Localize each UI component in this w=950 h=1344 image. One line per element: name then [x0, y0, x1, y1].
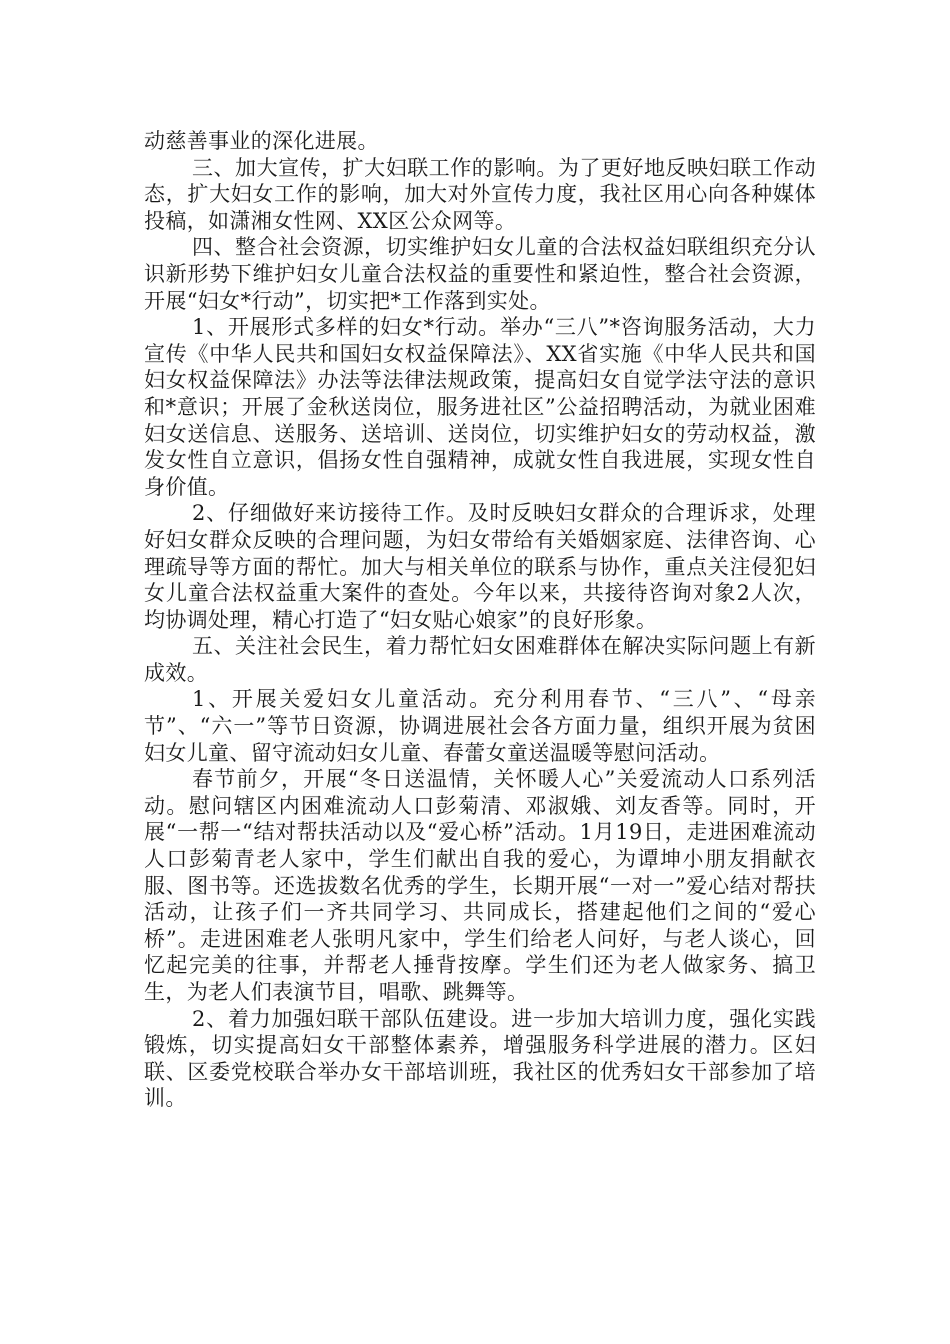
paragraph-section-5-item-1: 1、开展关爱妇女儿童活动。充分利用春节、“三八”、“母亲节”、“六一”等节日资源，协调进展社会各方面力量，组织开展为贫困妇女儿童、留守流动妇女儿童、春蕾女童送温暖等慰问活动。 — [144, 687, 816, 765]
document-body — [144, 128, 816, 1112]
paragraph-continuation: 动慈善事业的深化进展。 — [144, 129, 379, 153]
paragraph-spring-festival: 春节前夕，开展“冬日送温情，关怀暖人心”关爱流动人口系列活动。慰问辖区内困难流动人口彭菊清、邓淑娥、刘友香等。同时，开展“一帮一“结对帮扶活动以及“爱心桥”活动。1月19日，走进困难流动人口彭菊青老人家中，学生们献出自我的爱心，为谭坤小朋友捐献衣服、图书等。还选拔数名优秀的学生，长期开展“一对一”爱心结对帮扶活动，让孩子们一齐共同学习、共同成长，搭建起他们之间的“爱心桥”。走进困难老人张明凡家中，学生们给老人问好，与老人谈心，回忆起完美的往事，并帮老人捶背按摩。学生们还为老人做家务、搞卫生，为老人们表演节目，唱歌、跳舞等。 — [144, 767, 816, 1004]
paragraph-section-3: 三、加大宣传，扩大妇联工作的影响。为了更好地反映妇联工作动态，扩大妇女工作的影响，加大对外宣传力度，我社区用心向各种媒体投稿，如潇湘女性网、XX区公众网等。 — [144, 155, 816, 233]
paragraph-section-5-item-2: 2、着力加强妇联干部队伍建设。进一步加大培训力度，强化实践锻炼，切实提高妇女干部整体素养，增强服务科学进展的潜力。区妇联、区委党校联合举办女干部培训班，我社区的优秀妇女干部参加了培训。 — [144, 1006, 816, 1111]
paragraph-section-5: 五、关注社会民生，着力帮忙妇女困难群体在解决实际问题上有新成效。 — [144, 634, 816, 685]
paragraph-section-4-item-1: 1、开展形式多样的妇女*行动。举办“三八”*咨询服务活动，大力宣传《中华人民共和国妇女权益保障法》、XX省实施《中华人民共和国妇女权益保障法》办法等法律法规政策，提高妇女自觉学法守法的意识和*意识；开展了金秋送岗位，服务进社区”公益招聘活动，为就业困难妇女送信息、送服务、送培训、送岗位，切实维护妇女的劳动权益，激发女性自立意识，倡扬女性自强精神，成就女性自我进展，实现女性自身价值。 — [144, 315, 816, 499]
paragraph-section-4: 四、整合社会资源，切实维护妇女儿童的合法权益妇联组织充分认识新形势下维护妇女儿童合法权益的重要性和紧迫性，整合社会资源，开展“妇女*行动”，切实把*工作落到实处。 — [144, 235, 816, 313]
paragraph-section-4-item-2: 2、仔细做好来访接待工作。及时反映妇女群众的合理诉求，处理好妇女群众反映的合理问题，为妇女带给有关婚姻家庭、法律咨询、心理疏导等方面的帮忙。加大与相关单位的联系与协作，重点关注侵犯妇女儿童合法权益重大案件的查处。今年以来，共接待咨询对象2人次，均协调处理，精心打造了“妇女贴心娘家”的良好形象。 — [144, 501, 816, 632]
